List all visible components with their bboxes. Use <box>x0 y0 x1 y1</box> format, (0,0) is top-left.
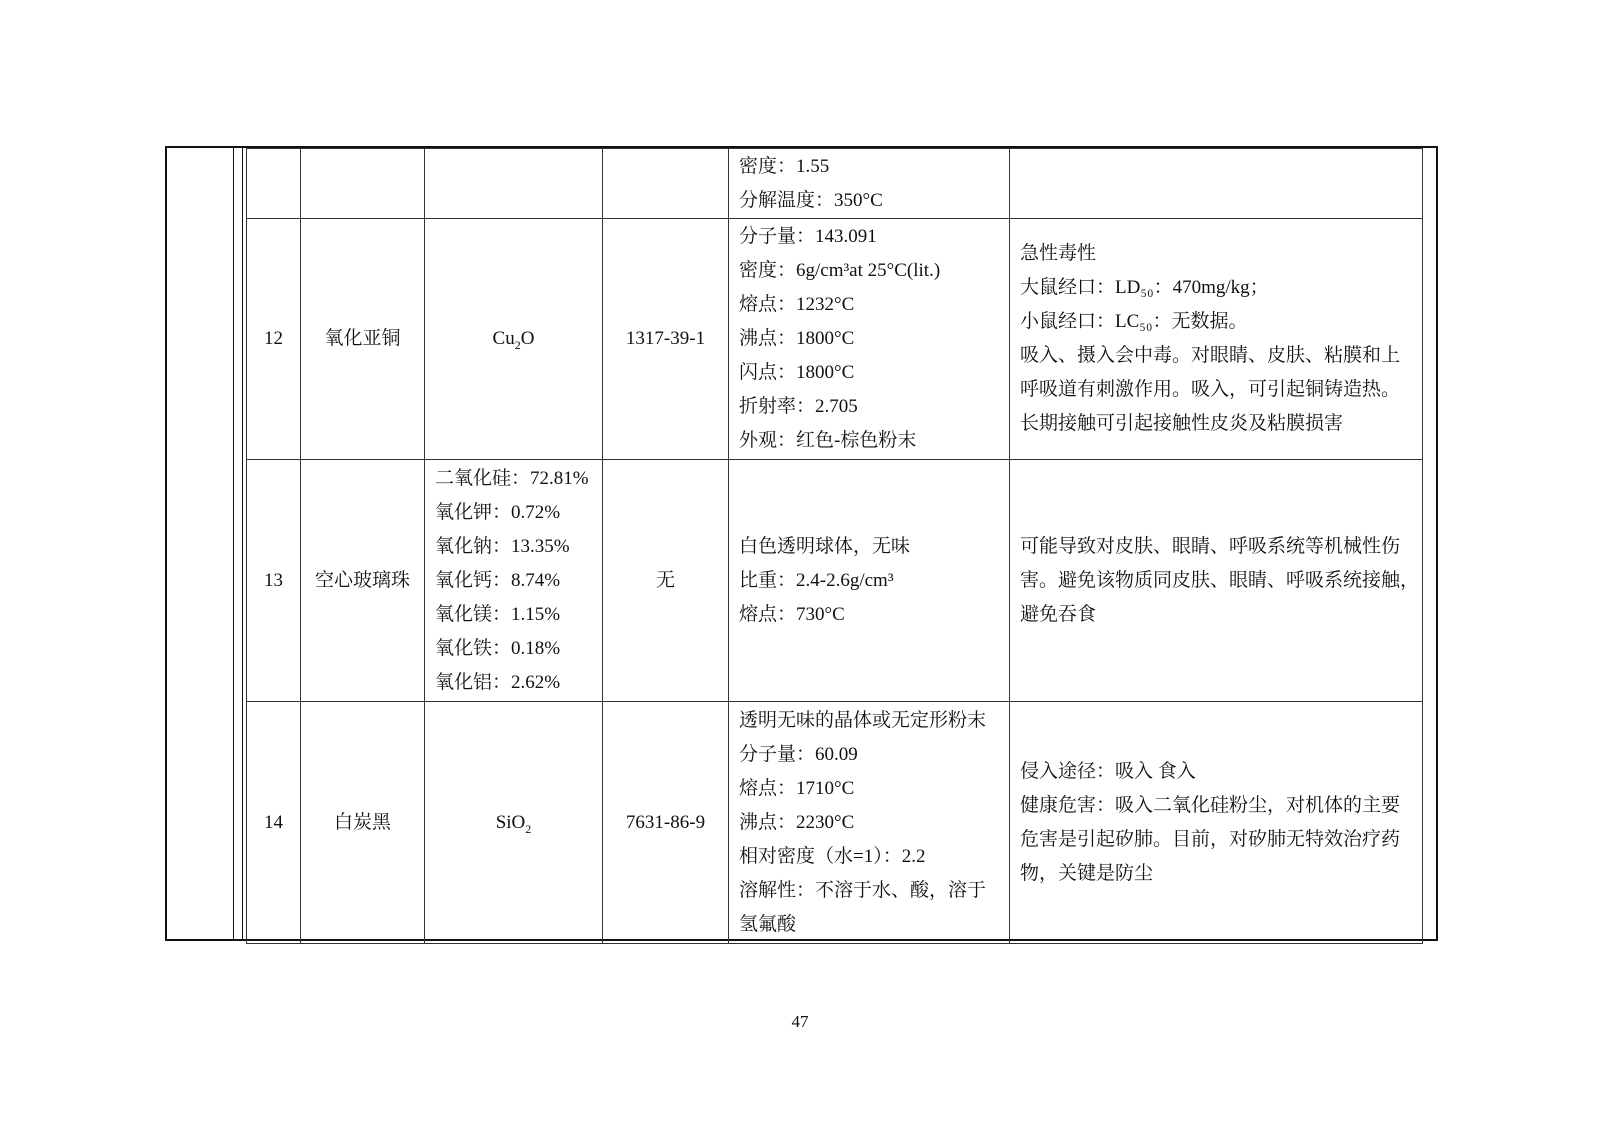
formula-cell <box>425 702 603 944</box>
hazard-line: 长期接触可引起接触性皮炎及粘膜损害 <box>1020 413 1344 434</box>
table-row <box>247 460 1423 702</box>
property-line: 密度：1.55 <box>739 155 830 177</box>
property-line: 溶解性：不溶于水、酸，溶于 <box>739 879 987 901</box>
composition-line: 氧化镁：1.15% <box>435 603 561 625</box>
properties-list <box>739 704 999 942</box>
properties-cell <box>729 149 1010 219</box>
properties-cell <box>729 219 1010 460</box>
hazard-list <box>1020 237 1412 441</box>
table-row <box>247 702 1423 944</box>
table-row <box>247 219 1423 460</box>
hazard-cell <box>1010 460 1423 702</box>
hazard-line: 呼吸道有刺激作用。吸入，可引起铜铸造热。 <box>1020 379 1401 400</box>
property-line: 相对密度（水=1）：2.2 <box>739 845 926 867</box>
hazard-cell <box>1010 702 1423 944</box>
cas-number-cell <box>603 149 729 219</box>
properties-list <box>739 530 999 632</box>
property-line: 熔点：730°C <box>739 603 845 625</box>
properties-cell <box>729 460 1010 702</box>
composition-line: 氧化钙：8.74% <box>435 569 561 591</box>
composition-line: 二氧化硅：72.81% <box>435 467 589 489</box>
cas-number-cell: 无 <box>603 460 729 702</box>
substance-name-cell <box>301 149 425 219</box>
hazard-line: 侵入途径：吸入 食入 <box>1020 760 1196 782</box>
substance-name-cell: 氧化亚铜 <box>301 219 425 460</box>
property-line: 闪点：1800°C <box>739 362 855 383</box>
hazard-line: 避免吞食 <box>1020 603 1097 625</box>
composition-cell <box>425 149 603 219</box>
formula-subscript: 2 <box>514 337 521 352</box>
property-line: 熔点：1232°C <box>739 294 855 315</box>
property-line: 熔点：1710°C <box>739 777 855 799</box>
cas-number-cell: 1317-39-1 <box>603 219 729 460</box>
table-row <box>247 149 1423 219</box>
hazard-list <box>1020 530 1420 632</box>
hazard-list <box>1020 755 1412 891</box>
property-line: 比重：2.4-2.6g/cm³ <box>739 569 894 591</box>
hazard-line: 小鼠经口：LC₅₀：无数据。 <box>1020 311 1248 332</box>
property-line: 分子量：143.091 <box>739 226 877 247</box>
frame-divider-line <box>233 146 234 941</box>
hazard-line: 害。避免该物质同皮肤、眼睛、呼吸系统接触， <box>1020 569 1420 591</box>
hazard-line: 危害是引起矽肺。目前，对矽肺无特效治疗药 <box>1020 828 1401 850</box>
formula-text: SiO <box>495 811 526 833</box>
hazard-line: 可能导致对皮肤、眼睛、呼吸系统等机械性伤 <box>1020 535 1401 557</box>
hazard-line: 健康危害：吸入二氧化硅粉尘，对机体的主要 <box>1020 794 1401 816</box>
hazard-line: 大鼠经口：LD₅₀：470mg/kg； <box>1020 277 1269 298</box>
formula-text: O <box>520 328 535 349</box>
property-line: 沸点：2230°C <box>739 811 855 833</box>
property-line: 透明无味的晶体或无定形粉末 <box>739 709 987 731</box>
composition-line: 氧化钾：0.72% <box>435 501 561 523</box>
property-line: 白色透明球体，无味 <box>739 535 911 557</box>
cas-number-cell: 7631-86-9 <box>603 702 729 944</box>
properties-list <box>739 150 999 218</box>
row-number-cell: 13 <box>247 460 301 702</box>
composition-line: 氧化铝：2.62% <box>435 671 561 693</box>
property-line: 氢氟酸 <box>739 913 797 935</box>
page-number: 47 <box>791 1012 809 1031</box>
property-line: 密度：6g/cm³at 25°C(lit.) <box>739 260 941 281</box>
composition-list <box>435 462 592 700</box>
property-line: 分子量：60.09 <box>739 743 858 765</box>
hazard-cell <box>1010 149 1423 219</box>
substance-name-cell: 白炭黑 <box>301 702 425 944</box>
properties-cell <box>729 702 1010 944</box>
hazard-cell <box>1010 219 1423 460</box>
property-line: 分解温度：350°C <box>739 189 883 211</box>
row-number-cell: 14 <box>247 702 301 944</box>
substance-name-cell: 空心玻璃珠 <box>301 460 425 702</box>
properties-list <box>739 220 999 458</box>
composition-cell <box>425 460 603 702</box>
composition-line: 氧化铁：0.18% <box>435 637 561 659</box>
frame-divider-line <box>242 146 243 941</box>
formula-text: Cu <box>492 328 515 349</box>
chemical-properties-table <box>246 148 1423 944</box>
formula-cell <box>425 219 603 460</box>
property-line: 外观：红色-棕色粉末 <box>739 430 917 451</box>
property-line: 折射率：2.705 <box>739 396 858 417</box>
hazard-line: 吸入、摄入会中毒。对眼睛、皮肤、粘膜和上 <box>1020 345 1401 366</box>
formula-subscript: 2 <box>525 821 532 836</box>
row-number-cell <box>247 149 301 219</box>
hazard-line: 物，关键是防尘 <box>1020 862 1154 884</box>
property-line: 沸点：1800°C <box>739 328 855 349</box>
row-number-cell: 12 <box>247 219 301 460</box>
composition-line: 氧化钠：13.35% <box>435 535 570 557</box>
hazard-line: 急性毒性 <box>1020 243 1097 264</box>
